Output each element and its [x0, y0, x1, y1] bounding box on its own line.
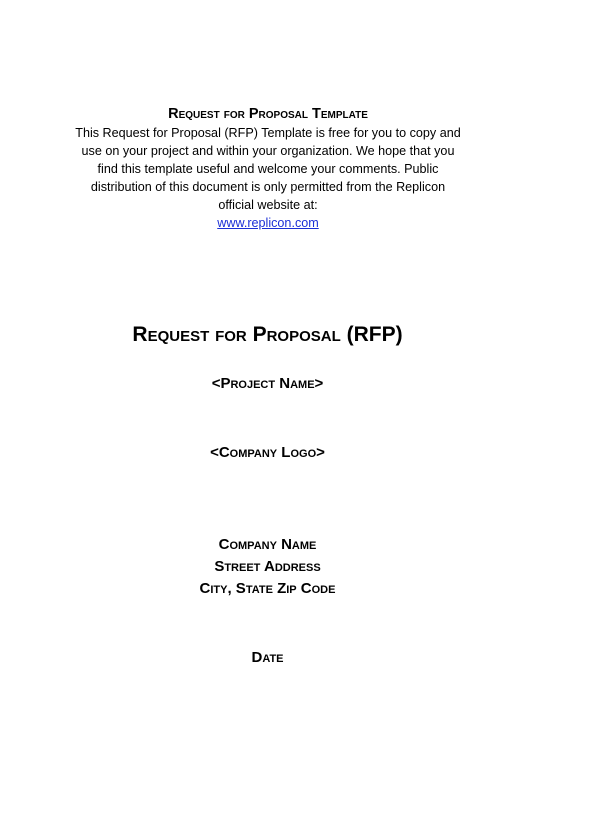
template-line-3: find this template useful and welcome your comments. Public — [97, 162, 439, 176]
company-name-placeholder: Company Name — [218, 536, 317, 553]
replicon-website-link[interactable]: www.replicon.com — [217, 216, 319, 230]
template-line-4: distribution of this document is only permitted from the Replicon — [90, 180, 446, 194]
street-address-placeholder: Street Address — [214, 558, 321, 575]
template-line-2: use on your project and within your organization. We hope that you — [81, 144, 455, 158]
project-name-placeholder: <Project Name> — [211, 375, 324, 392]
template-heading: Request for Proposal Template — [168, 106, 368, 122]
date-placeholder: Date — [251, 649, 284, 666]
template-notice — [58, 105, 478, 232]
company-logo-placeholder: <Company Logo> — [210, 444, 325, 461]
rfp-title: Request for Proposal (RFP) — [132, 323, 403, 346]
city-state-zip-placeholder: City, State Zip Code — [199, 580, 336, 597]
template-line-5: official website at: — [218, 198, 318, 212]
template-line-1: This Request for Proposal (RFP) Template is free for you to copy and — [75, 126, 461, 140]
